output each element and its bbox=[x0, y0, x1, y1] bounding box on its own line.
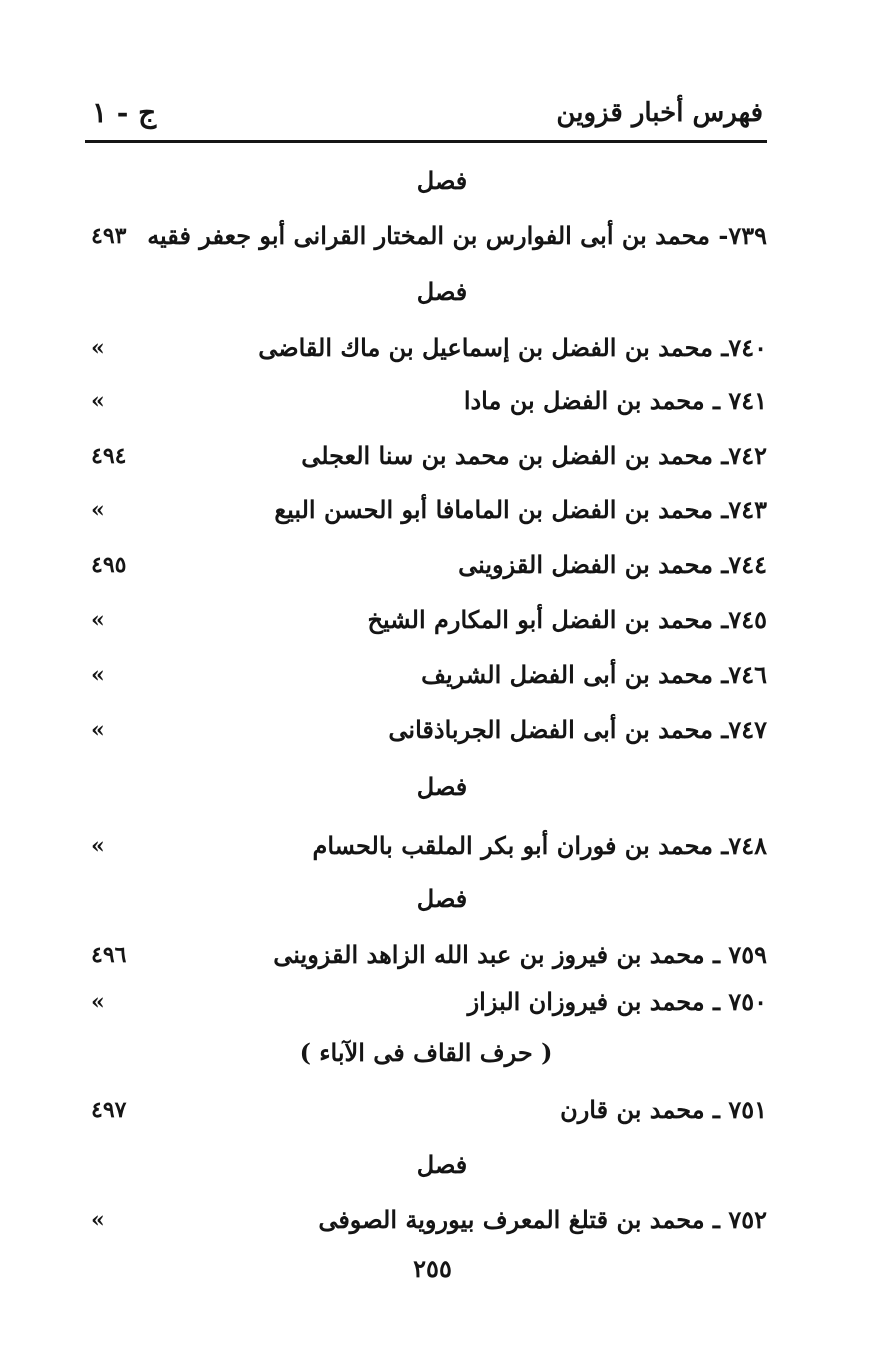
entry-text: ٧٤٢ـ محمد بن الفضل بن محمد بن سنا العجلى bbox=[301, 441, 767, 470]
entry-page-number: ٤٩٣ bbox=[91, 223, 127, 249]
section-heading: فصل bbox=[416, 884, 468, 913]
section-heading: فصل bbox=[416, 277, 468, 306]
index-entry bbox=[85, 486, 767, 534]
entry-text: ٧٥٠ ـ محمد بن فيروزان البزاز bbox=[467, 987, 767, 1016]
index-entry bbox=[85, 931, 767, 979]
index-entry bbox=[85, 822, 767, 870]
entry-page-number: ٤٩٦ bbox=[91, 942, 127, 968]
index-entry bbox=[85, 432, 767, 480]
entry-text: ٧٤١ ـ محمد بن الفضل بن مادا bbox=[463, 386, 767, 415]
entry-page-number: » bbox=[91, 989, 105, 1015]
entry-page-number: » bbox=[91, 607, 105, 633]
index-entry bbox=[85, 1196, 767, 1244]
index-entry bbox=[85, 596, 767, 644]
index-entry bbox=[85, 978, 767, 1026]
entry-text: ٧٤٧ـ محمد بن أبى الفضل الجرباذقانى bbox=[388, 715, 767, 744]
entry-page-number: ٤٩٥ bbox=[91, 552, 127, 578]
index-entry bbox=[85, 377, 767, 425]
index-entry bbox=[85, 651, 767, 699]
header-rule bbox=[85, 140, 767, 143]
running-header-title: فهرس أخبار قزوين bbox=[556, 98, 763, 128]
index-entry bbox=[85, 212, 767, 260]
letter-section-heading: ( حرف القاف فى الآباء ) bbox=[299, 1038, 553, 1067]
section-heading: فصل bbox=[416, 166, 468, 195]
entry-text: ٧٥٩ ـ محمد بن فيروز بن عبد الله الزاهد القزوينى bbox=[273, 940, 767, 969]
index-entry bbox=[85, 324, 767, 372]
entry-page-number: ٤٩٤ bbox=[91, 443, 127, 469]
entry-text: ٧٤٣ـ محمد بن الفضل بن المامافا أبو الحسن البيع bbox=[274, 495, 767, 524]
entry-page-number: » bbox=[91, 388, 105, 414]
entry-text: ٧٤٥ـ محمد بن الفضل أبو المكارم الشيخ bbox=[367, 605, 767, 634]
entry-page-number: » bbox=[91, 833, 105, 859]
index-entry bbox=[85, 1086, 767, 1134]
section-heading: فصل bbox=[416, 772, 468, 801]
entry-text: ٧٤٦ـ محمد بن أبى الفضل الشريف bbox=[421, 660, 767, 689]
entry-page-number: » bbox=[91, 662, 105, 688]
entry-page-number: ٤٩٧ bbox=[91, 1097, 127, 1123]
entry-page-number: » bbox=[91, 497, 105, 523]
entry-text: ٧٤٠ـ محمد بن الفضل بن إسماعيل بن ماك القاضى bbox=[258, 333, 767, 362]
entry-text: ٧٣٩- محمد بن أبى الفوارس بن المختار القرانى أبو جعفر فقيه bbox=[147, 221, 767, 250]
section-heading: فصل bbox=[416, 1150, 468, 1179]
page-number-text: ٢٥٥ bbox=[413, 1254, 452, 1283]
entry-page-number: » bbox=[91, 1207, 105, 1233]
entry-text: ٧٤٨ـ محمد بن فوران أبو بكر الملقب بالحسام bbox=[312, 831, 767, 860]
index-entry bbox=[85, 541, 767, 589]
entry-text: ٧٥١ ـ محمد بن قارن bbox=[560, 1095, 767, 1124]
entry-text: ٧٥٢ ـ محمد بن قتلغ المعرف بيوروية الصوفى bbox=[318, 1205, 767, 1234]
entry-page-number: » bbox=[91, 335, 105, 361]
page-number bbox=[0, 1254, 873, 1283]
entry-page-number: » bbox=[91, 717, 105, 743]
entry-text: ٧٤٤ـ محمد بن الفضل القزوينى bbox=[458, 550, 767, 579]
running-header-volume: ج - ١ bbox=[92, 96, 157, 129]
index-entry bbox=[85, 706, 767, 754]
